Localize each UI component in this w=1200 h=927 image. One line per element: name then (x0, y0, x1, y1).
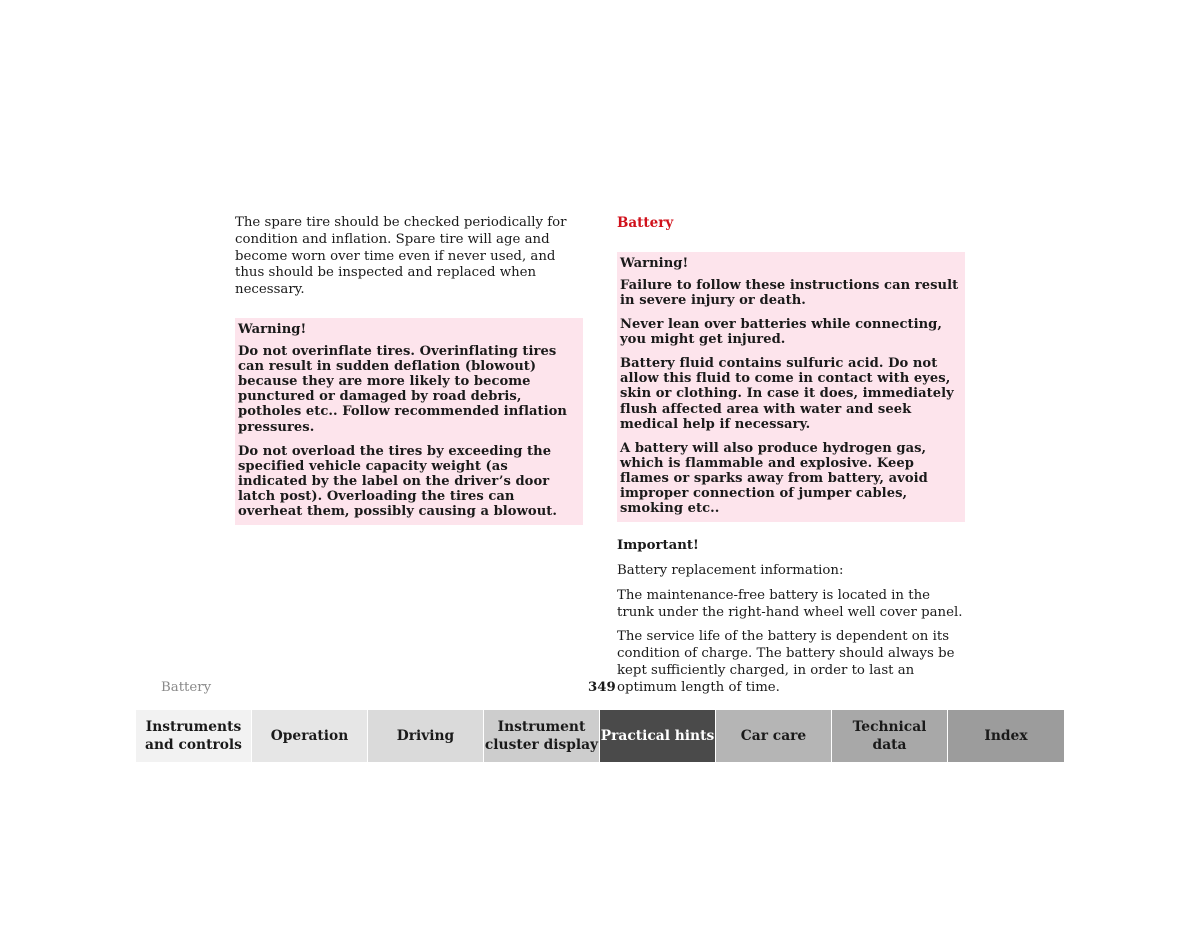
tab-instrument-cluster-display[interactable]: Instrument cluster display (484, 710, 600, 762)
section-heading: Battery (617, 215, 674, 231)
warning-paragraph: Battery fluid contains sulfuric acid. Do not allow this fluid to come in contact with eyes, skin or clothing. In case it does, immediately flush affected area with water and seek medical help if necessary. (620, 356, 954, 432)
right-column (617, 215, 965, 705)
battery-warning-box (617, 252, 965, 522)
warning-paragraph: A battery will also produce hydrogen gas, which is flammable and explosive. Keep flames or sparks away from battery, avoid improper connection of jumper cables, smoking etc.. (620, 440, 928, 517)
chapter-nav-tabs (136, 710, 1064, 762)
spare-tire-paragraph: The spare tire should be checked periodically for condition and inflation. Spare tire will age and become worn over time even if never used, and thus should be inspected and replaced when necessary. (235, 215, 567, 298)
tab-practical-hints[interactable]: Practical hints (600, 710, 716, 762)
warning-paragraph: Never lean over batteries while connecting, you might get injured. (620, 317, 942, 348)
tab-car-care[interactable]: Car care (716, 710, 832, 762)
footer-section-name: Battery (161, 680, 212, 695)
left-column (235, 215, 583, 525)
warning-title: Warning! (238, 321, 307, 337)
body-paragraph: Battery replacement information: (617, 563, 844, 578)
tab-index[interactable]: Index (948, 710, 1064, 762)
tab-instruments-and-controls[interactable]: Instruments and controls (136, 710, 252, 762)
body-paragraph: The service life of the battery is dependent on its condition of charge. The battery should always be kept sufficiently charged, in order to last an optimum length of time. (617, 629, 955, 695)
warning-paragraph: Do not overload the tires by exceeding the specified vehicle capacity weight (as indicated by the label on the driver’s door latch post). Overloading the tires can overheat them, possibly causing a blowout. (238, 443, 557, 520)
tab-driving[interactable]: Driving (368, 710, 484, 762)
tab-operation[interactable]: Operation (252, 710, 368, 762)
tire-warning-box (235, 318, 583, 525)
important-heading: Important! (617, 538, 699, 554)
warning-paragraph: Do not overinflate tires. Overinflating tires can result in sudden deflation (blowout) because they are more likely to become punctured or damaged by road debris, potholes etc.. Follow recommended inflation pressures. (238, 344, 567, 435)
body-paragraph: The maintenance-free battery is located in the trunk under the right-hand wheel well cover panel. (617, 587, 963, 620)
page-number: 349 (588, 680, 616, 695)
tab-technical-data[interactable]: Technical data (832, 710, 948, 762)
warning-paragraph: Failure to follow these instructions can result in severe injury or death. (620, 277, 959, 308)
warning-title: Warning! (620, 255, 689, 271)
